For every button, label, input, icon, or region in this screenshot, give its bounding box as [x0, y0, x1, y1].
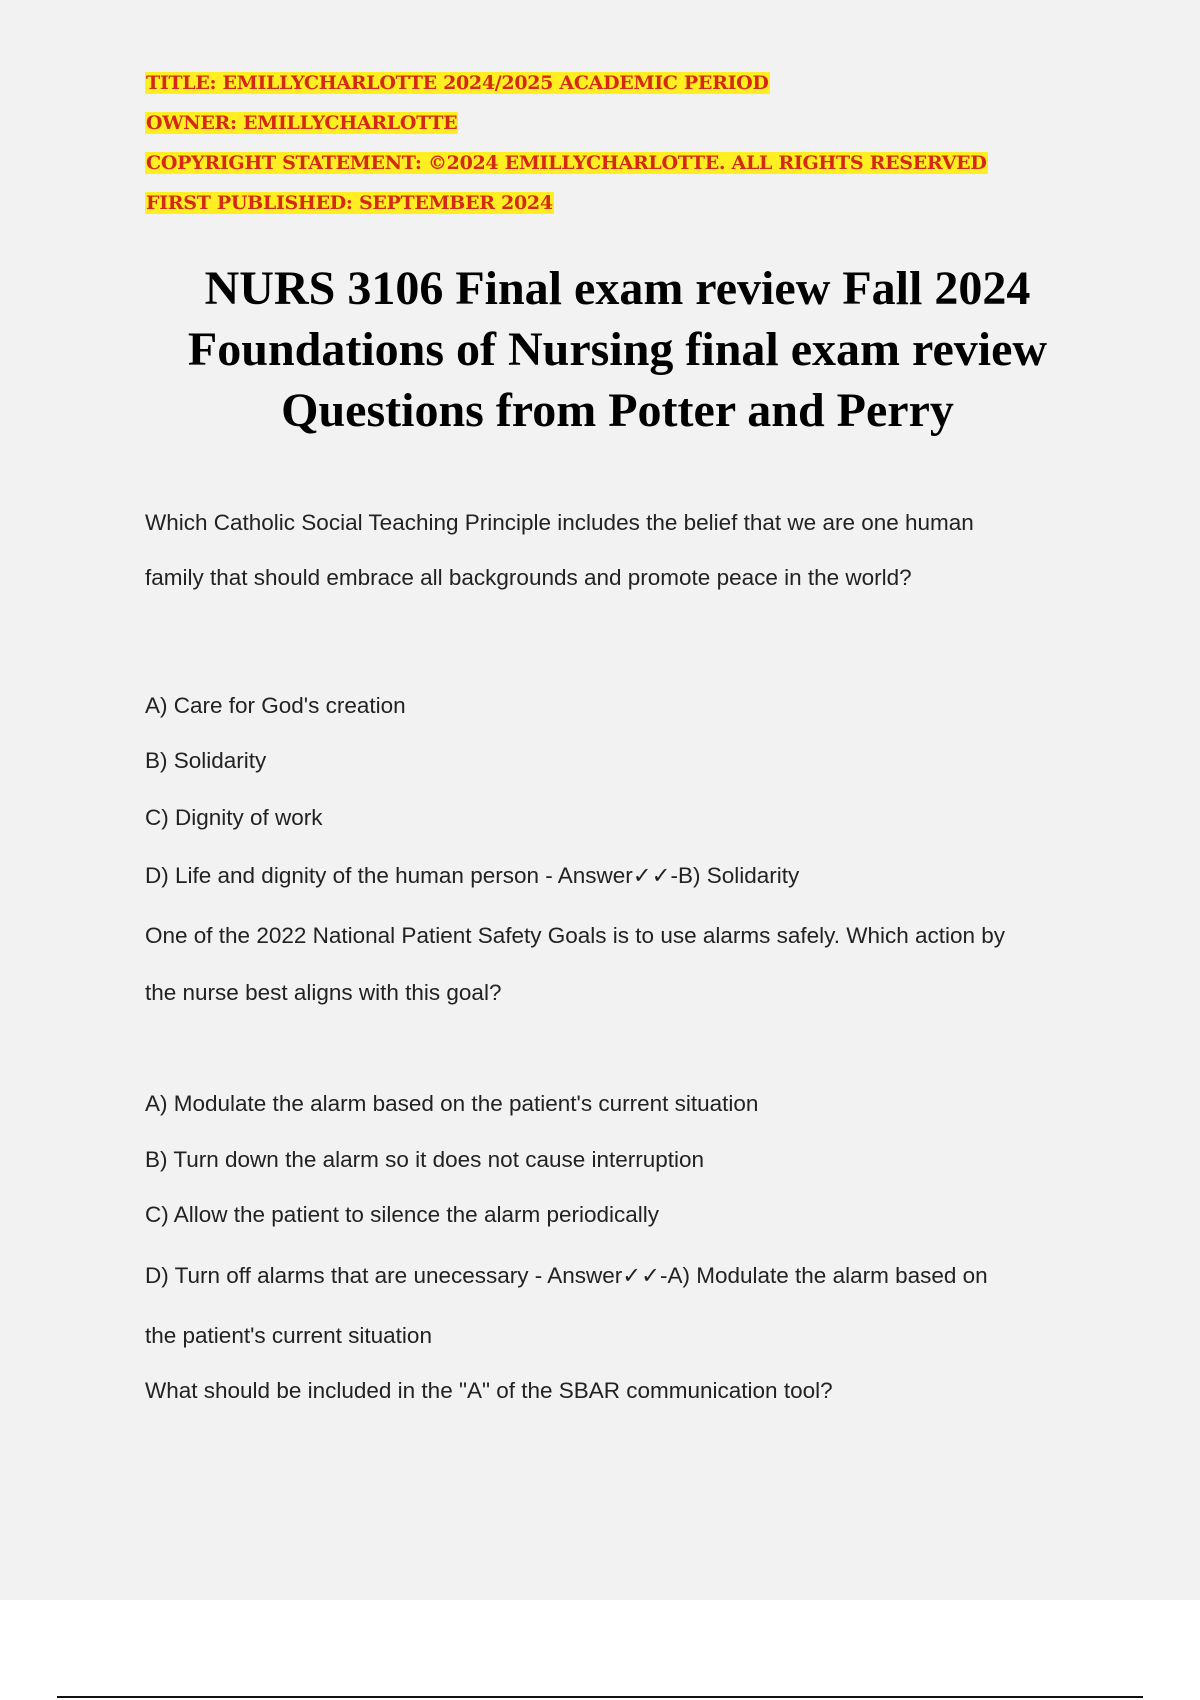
question-1-option-b: B) Solidarity: [145, 748, 267, 773]
question-1-option-a: A) Care for God's creation: [145, 693, 406, 718]
question-1-option-d-answer: D) Life and dignity of the human person - Answer✓✓-B) Solidarity: [145, 863, 800, 888]
metadata-published-line: FIRST PUBLISHED: SEPTEMBER 2024: [146, 192, 553, 214]
footer-divider: [57, 1696, 1143, 1698]
question-1-stem-line: family that should embrace all backgrounds and promote peace in the world?: [145, 565, 912, 590]
question-2-stem-line: the nurse best aligns with this goal?: [145, 980, 502, 1005]
title-line: NURS 3106 Final exam review Fall 2024: [204, 262, 1031, 315]
question-1-option-c: C) Dignity of work: [145, 805, 323, 830]
document-title: [100, 258, 1135, 441]
question-2-option-b: B) Turn down the alarm so it does not cause interruption: [145, 1147, 705, 1172]
metadata-title-line: TITLE: EMILLYCHARLOTTE 2024/2025 ACADEMIC PERIOD: [146, 72, 769, 94]
title-line: Foundations of Nursing final exam review: [187, 323, 1048, 376]
metadata-copyright-line: COPYRIGHT STATEMENT: ©2024 EMILLYCHARLOTTE. ALL RIGHTS RESERVED: [146, 152, 987, 174]
question-2-option-c: C) Allow the patient to silence the alarm periodically: [145, 1202, 660, 1227]
document-metadata-block: [145, 70, 988, 230]
title-line: Questions from Potter and Perry: [281, 384, 954, 437]
question-1-stem-line: Which Catholic Social Teaching Principle includes the belief that we are one human: [145, 510, 974, 535]
question-2-stem-line: One of the 2022 National Patient Safety Goals is to use alarms safely. Which action by: [145, 923, 1006, 948]
question-2-answer-continuation: the patient's current situation: [145, 1323, 432, 1348]
question-2-option-a: A) Modulate the alarm based on the patient's current situation: [145, 1091, 759, 1116]
question-2-option-d-answer: D) Turn off alarms that are unecessary - Answer✓✓-A) Modulate the alarm based on: [145, 1263, 988, 1288]
metadata-owner-line: OWNER: EMILLYCHARLOTTE: [146, 112, 458, 134]
question-3-stem-line: What should be included in the "A" of the SBAR communication tool?: [145, 1378, 833, 1403]
